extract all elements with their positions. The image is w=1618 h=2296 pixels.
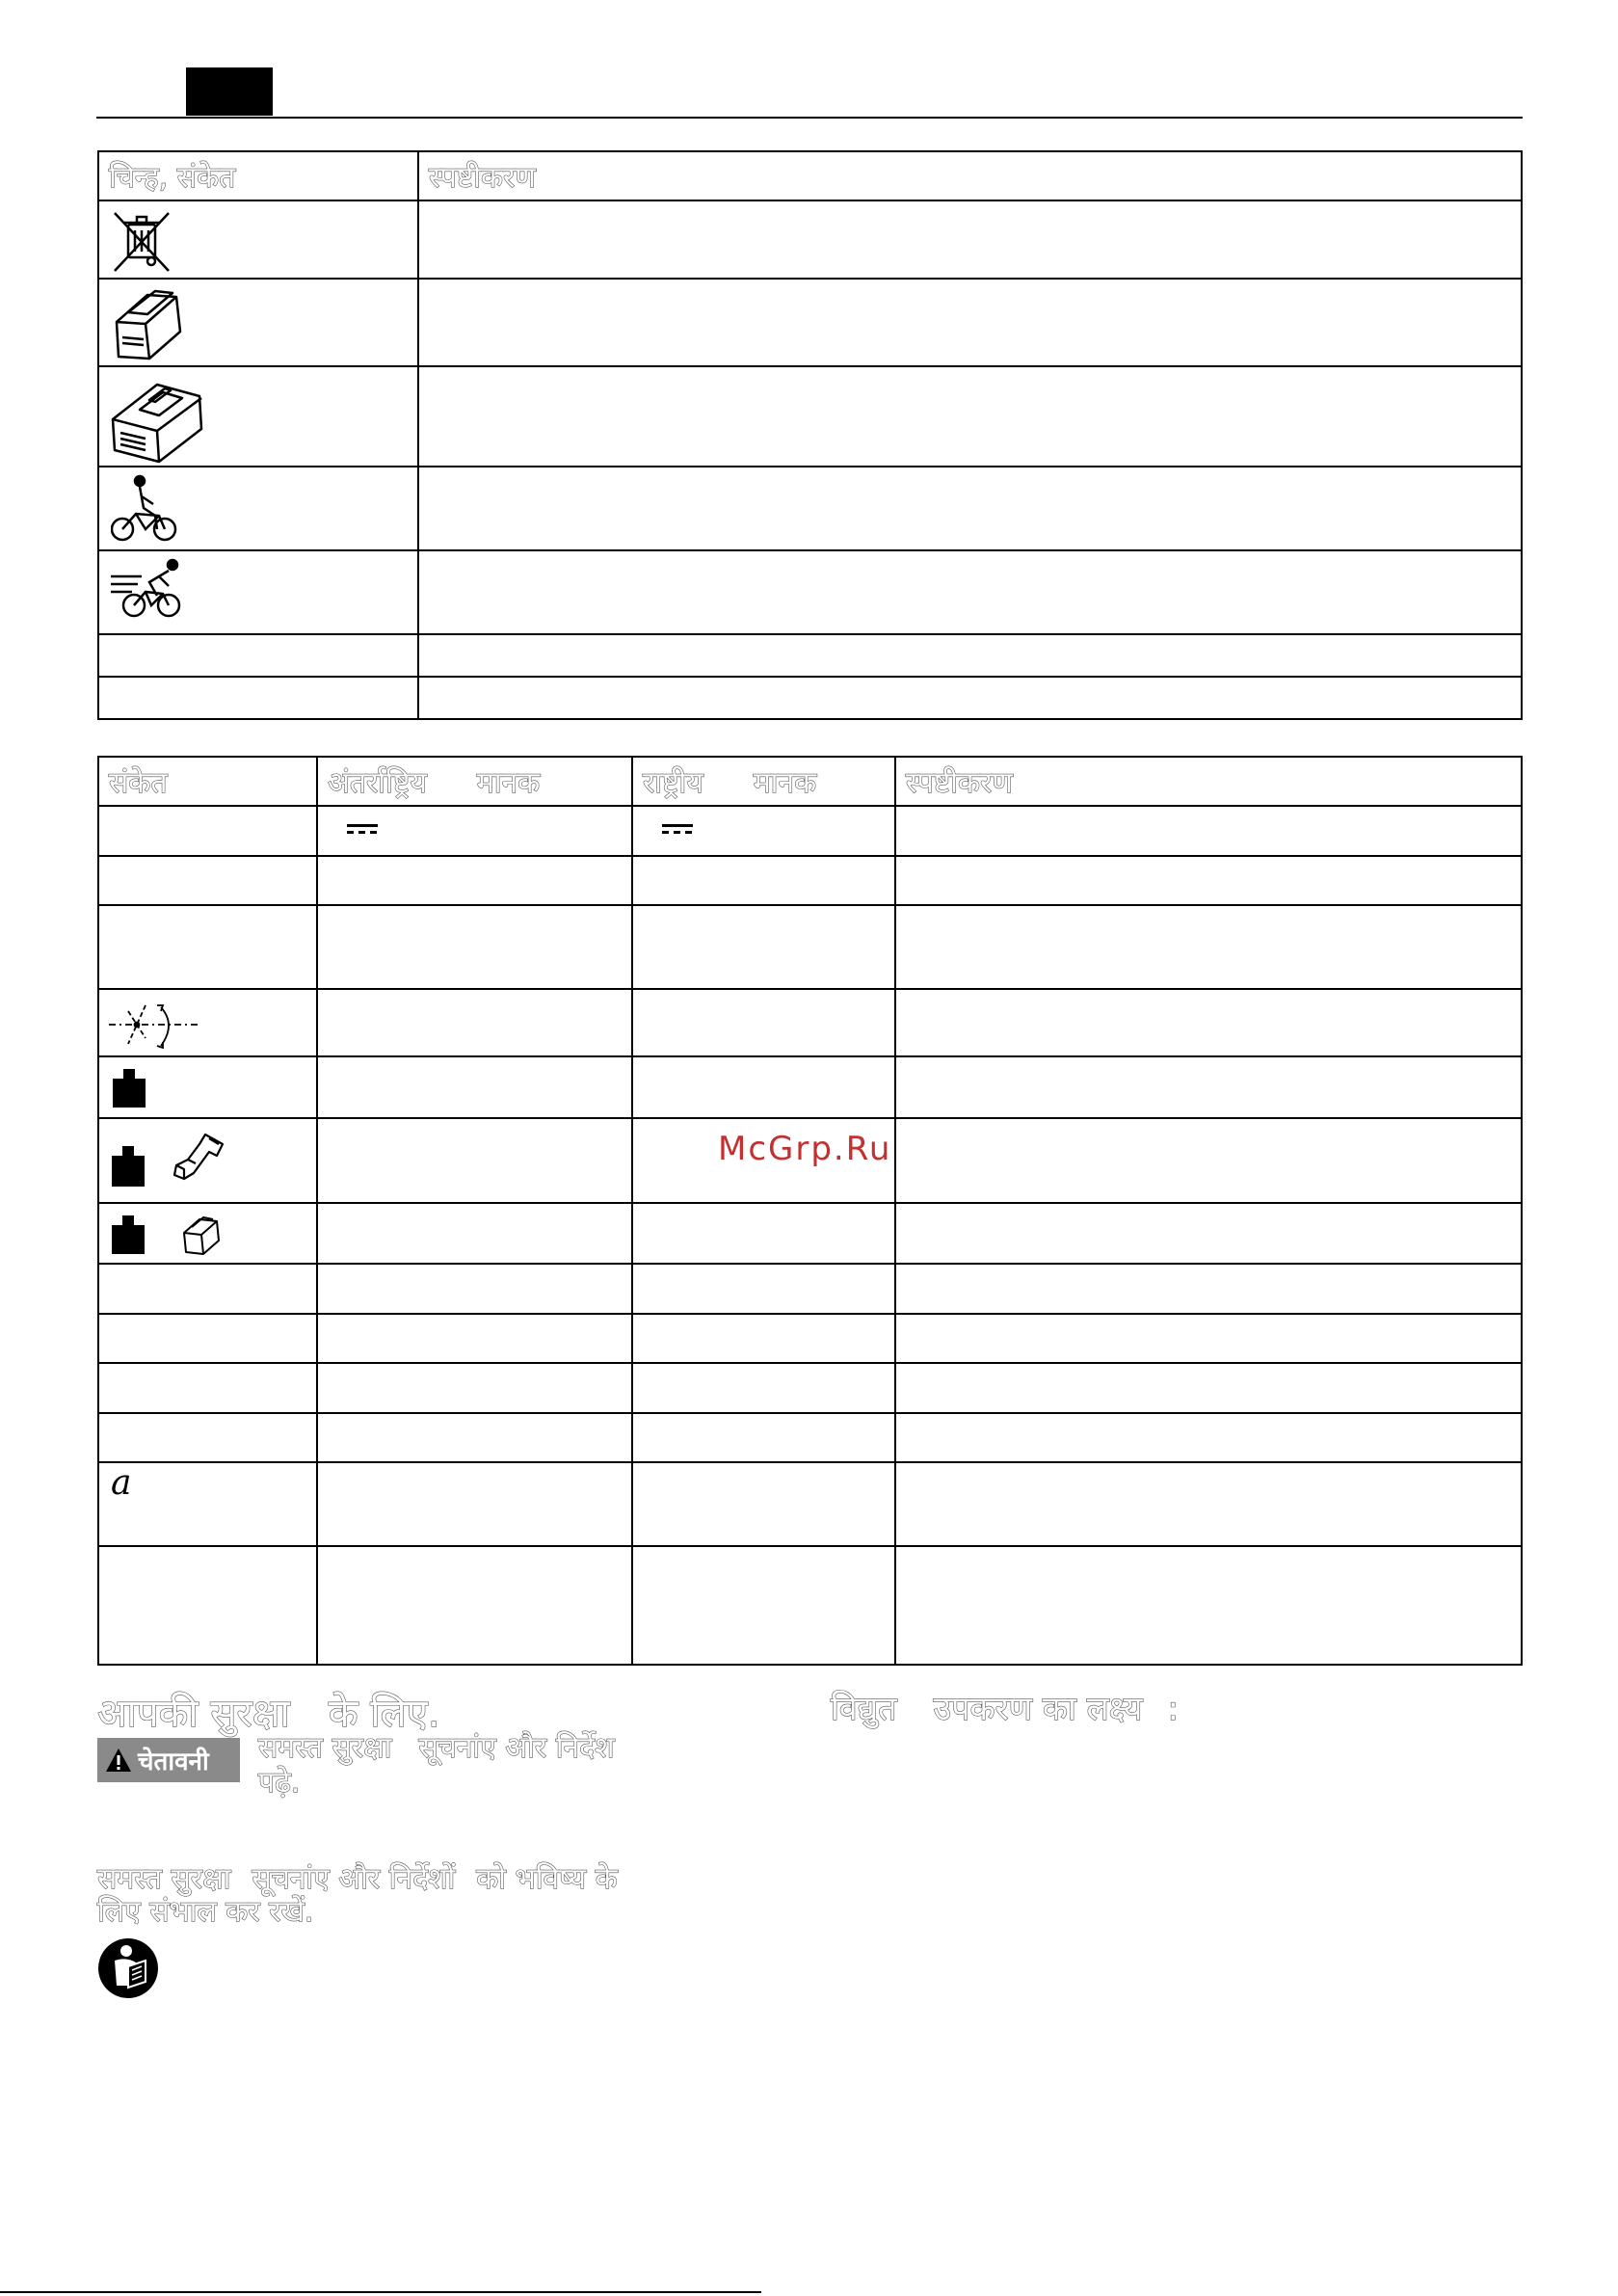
- table-row: [98, 634, 1522, 677]
- charger-icon: [107, 371, 207, 464]
- multitool-icon: [167, 1131, 228, 1188]
- warning-text-a: समस्त सुरक्षा: [258, 1731, 392, 1765]
- warning-label: चेतावनी: [138, 1748, 209, 1776]
- table-row: [98, 1462, 1522, 1546]
- table-header-row: [98, 757, 1522, 806]
- purpose-a: विद्युत: [831, 1690, 897, 1728]
- acceleration-symbol: a: [111, 1463, 132, 1503]
- table-row: [98, 856, 1522, 905]
- keep-text-a: समस्त सुरक्षा: [97, 1862, 231, 1896]
- table-row: [98, 1363, 1522, 1413]
- header-national-a: राष्ट्रीय: [643, 766, 703, 800]
- warning-badge: [97, 1738, 240, 1782]
- cyclist-fast-icon: [109, 557, 186, 625]
- oscillation-angle-icon: [107, 996, 199, 1054]
- table-row: [98, 989, 1522, 1056]
- dc-symbol: [347, 824, 378, 834]
- keep-text-c: को भविष्य के: [476, 1862, 618, 1896]
- table-row: [98, 550, 1522, 634]
- table-row: [98, 1056, 1522, 1118]
- table-row: [98, 1413, 1522, 1462]
- table-row: [98, 1546, 1522, 1665]
- header-symbol: चिन्ह, संकेत: [109, 161, 236, 195]
- header-international-a: अंतर्राष्ट्रिय: [328, 766, 427, 800]
- table-row: [98, 806, 1522, 856]
- header-symbol: संकेत: [109, 766, 168, 800]
- crossed-bin-icon: [109, 207, 176, 275]
- table-row: [98, 467, 1522, 550]
- warning-text-b: सूचनांए और निर्देश: [418, 1731, 615, 1765]
- header-explanation: स्पष्टीकरण: [906, 766, 1013, 800]
- header-international-b: मानक: [476, 766, 541, 800]
- keep-text-b: सूचनांए और निर्देशों: [252, 1862, 456, 1896]
- table-row: [98, 366, 1522, 467]
- table-row: [98, 1264, 1522, 1314]
- header-rule: [96, 117, 1523, 119]
- table-row: [98, 1314, 1522, 1363]
- table-row: [98, 200, 1522, 279]
- safety-title-a: आपकी सुरक्षा: [97, 1692, 290, 1736]
- warning-text-c: पढ़े.: [258, 1766, 301, 1800]
- header-explanation: स्पष्टीकरण: [429, 161, 536, 195]
- warning-text: [258, 1731, 721, 1801]
- table-row: [98, 677, 1522, 719]
- header-international-unit: [318, 758, 631, 805]
- read-manual-icon: [97, 1937, 159, 1999]
- footer-rule: [0, 2291, 761, 2293]
- header-national-b: मानक: [753, 766, 817, 800]
- battery-pack-icon: [180, 1214, 223, 1256]
- table-header-row: [98, 151, 1522, 200]
- units-table: [97, 756, 1523, 1666]
- cyclist-slow-icon: [111, 473, 178, 545]
- warning-triangle-icon: [105, 1748, 132, 1773]
- table-row: [98, 1203, 1522, 1264]
- keep-text-d: लिए संभाल कर रखें.: [97, 1895, 314, 1929]
- purpose-b: उपकरण का लक्ष्य: [933, 1690, 1143, 1728]
- table-row: [98, 905, 1522, 989]
- tool-purpose-heading: [831, 1685, 1179, 1729]
- dc-symbol: [662, 824, 693, 834]
- safety-title-b: के लिए.: [328, 1692, 440, 1736]
- safety-title: [97, 1685, 440, 1738]
- header-black-tab: [186, 67, 273, 116]
- purpose-colon: :: [1167, 1690, 1179, 1728]
- symbols-table: [97, 150, 1523, 720]
- watermark: McGrp.Ru: [718, 1130, 892, 1168]
- keep-instructions-text: [97, 1863, 791, 1929]
- battery-pack-icon: [109, 283, 196, 364]
- weight-icon: [111, 1144, 146, 1188]
- weight-icon: [111, 1067, 149, 1111]
- header-national-unit: [633, 758, 894, 805]
- weight-icon: [111, 1214, 146, 1256]
- table-row: [98, 279, 1522, 366]
